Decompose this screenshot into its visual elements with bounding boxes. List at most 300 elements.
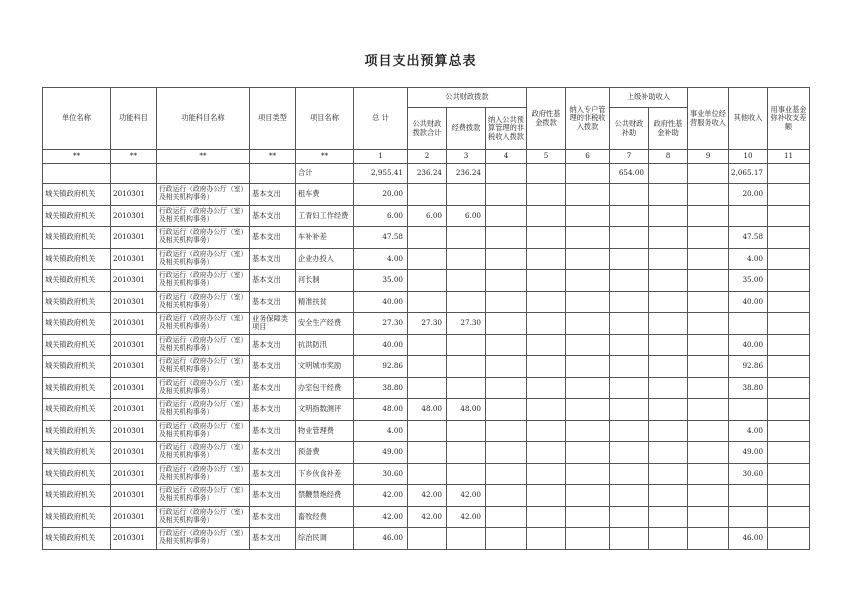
header-func-code: 功能科目 xyxy=(111,88,157,150)
type-cell: 基本支出 xyxy=(250,506,296,528)
header-func-name: 功能科目名称 xyxy=(157,88,250,150)
project-name-cell: 禁鞭禁炮经费 xyxy=(296,485,354,507)
public-subtotal-cell xyxy=(408,528,447,550)
other-income-cell xyxy=(729,399,768,421)
table-row xyxy=(43,184,810,206)
public-subsidy-cell xyxy=(610,313,649,335)
total-cell: 40.00 xyxy=(354,291,408,313)
other-income-cell: 30.60 xyxy=(729,463,768,485)
total-special xyxy=(566,164,610,184)
career-cell xyxy=(688,442,729,464)
special-cell xyxy=(566,420,610,442)
career-fund-cell xyxy=(768,506,810,528)
other-income-cell: 38.80 xyxy=(729,377,768,399)
index-cell: 3 xyxy=(447,150,486,164)
career-cell xyxy=(688,334,729,356)
career-cell xyxy=(688,420,729,442)
func-name-cell: 行政运行（政府办公厅（室）及相关机构事务） xyxy=(157,184,250,206)
budget-managed-cell xyxy=(486,399,527,421)
unit-cell: 城关镇政府机关 xyxy=(43,205,111,227)
budget-managed-cell xyxy=(486,528,527,550)
public-subtotal-cell xyxy=(408,463,447,485)
career-fund-cell xyxy=(768,313,810,335)
gov-fund-cell xyxy=(527,313,566,335)
public-subsidy-cell xyxy=(610,334,649,356)
code-cell: 2010301 xyxy=(111,377,157,399)
special-cell xyxy=(566,248,610,270)
index-cell: 4 xyxy=(486,150,527,164)
total-cell: 47.58 xyxy=(354,227,408,249)
public-subsidy-cell xyxy=(610,420,649,442)
total-unit xyxy=(43,164,111,184)
type-cell: 基本支出 xyxy=(250,399,296,421)
project-name-cell: 车补补差 xyxy=(296,227,354,249)
type-cell: 基本支出 xyxy=(250,463,296,485)
header-gov-fund: 政府性基金拨款 xyxy=(527,88,566,150)
special-cell xyxy=(566,291,610,313)
career-fund-cell xyxy=(768,420,810,442)
index-cell: 10 xyxy=(729,150,768,164)
public-subtotal-cell: 42.00 xyxy=(408,506,447,528)
special-cell xyxy=(566,313,610,335)
public-subtotal-cell xyxy=(408,184,447,206)
expense-cell xyxy=(447,528,486,550)
public-subtotal-cell: 6.00 xyxy=(408,205,447,227)
header-public-subsidy: 公共财政补助 xyxy=(610,108,649,150)
career-fund-cell xyxy=(768,248,810,270)
other-income-cell: 40.00 xyxy=(729,291,768,313)
career-fund-cell xyxy=(768,463,810,485)
fund-subsidy-cell xyxy=(649,528,688,550)
expense-cell xyxy=(447,420,486,442)
career-fund-cell xyxy=(768,291,810,313)
public-subsidy-cell xyxy=(610,506,649,528)
code-cell: 2010301 xyxy=(111,313,157,335)
project-name-cell: 租车费 xyxy=(296,184,354,206)
func-name-cell: 行政运行（政府办公厅（室）及相关机构事务） xyxy=(157,291,250,313)
project-name-cell: 安全生产经费 xyxy=(296,313,354,335)
public-subtotal-cell xyxy=(408,420,447,442)
project-name-cell: 抗洪防汛 xyxy=(296,334,354,356)
code-cell: 2010301 xyxy=(111,442,157,464)
budget-managed-cell xyxy=(486,334,527,356)
gov-fund-cell xyxy=(527,248,566,270)
career-fund-cell xyxy=(768,528,810,550)
expense-cell xyxy=(447,270,486,292)
table-row xyxy=(43,291,810,313)
code-cell: 2010301 xyxy=(111,356,157,378)
code-cell: 2010301 xyxy=(111,420,157,442)
project-name-cell: 精准扶贫 xyxy=(296,291,354,313)
fund-subsidy-cell xyxy=(649,356,688,378)
career-fund-cell xyxy=(768,399,810,421)
index-cell: 6 xyxy=(566,150,610,164)
index-cell: 9 xyxy=(688,150,729,164)
total-cell: 27.30 xyxy=(354,313,408,335)
index-row xyxy=(43,150,810,164)
career-fund-cell xyxy=(768,377,810,399)
career-cell xyxy=(688,399,729,421)
project-name-cell: 综治民调 xyxy=(296,528,354,550)
budget-managed-cell xyxy=(486,291,527,313)
type-cell: 基本支出 xyxy=(250,184,296,206)
index-cell: 11 xyxy=(768,150,810,164)
table-row xyxy=(43,528,810,550)
total-gov-fund xyxy=(527,164,566,184)
fund-subsidy-cell xyxy=(649,291,688,313)
expense-cell xyxy=(447,442,486,464)
public-subtotal-cell xyxy=(408,334,447,356)
career-fund-cell xyxy=(768,334,810,356)
total-row xyxy=(43,164,810,184)
type-cell: 基本支出 xyxy=(250,334,296,356)
header-special-nontax: 纳入专户管理的非税收入拨款 xyxy=(566,88,610,150)
table-row xyxy=(43,463,810,485)
fund-subsidy-cell xyxy=(649,463,688,485)
public-subtotal-cell xyxy=(408,291,447,313)
public-subtotal-cell xyxy=(408,377,447,399)
fund-subsidy-cell xyxy=(649,248,688,270)
other-income-cell xyxy=(729,506,768,528)
unit-cell: 城关镇政府机关 xyxy=(43,248,111,270)
budget-managed-cell xyxy=(486,356,527,378)
public-subsidy-cell xyxy=(610,442,649,464)
public-subsidy-cell xyxy=(610,485,649,507)
other-income-cell: 46.00 xyxy=(729,528,768,550)
header-expense-alloc: 经费拨款 xyxy=(447,108,486,150)
type-cell: 基本支出 xyxy=(250,442,296,464)
expense-cell xyxy=(447,356,486,378)
fund-subsidy-cell xyxy=(649,270,688,292)
career-cell xyxy=(688,356,729,378)
other-income-cell: 49.00 xyxy=(729,442,768,464)
func-name-cell: 行政运行（政府办公厅（室）及相关机构事务） xyxy=(157,528,250,550)
gov-fund-cell xyxy=(527,291,566,313)
func-name-cell: 行政运行（政府办公厅（室）及相关机构事务） xyxy=(157,463,250,485)
other-income-cell: 92.86 xyxy=(729,356,768,378)
other-income-cell: 20.00 xyxy=(729,184,768,206)
total-cell: 35.00 xyxy=(354,270,408,292)
index-cell: 8 xyxy=(649,150,688,164)
expense-cell xyxy=(447,184,486,206)
total-fname xyxy=(157,164,250,184)
fund-subsidy-cell xyxy=(649,377,688,399)
special-cell xyxy=(566,399,610,421)
public-subsidy-cell xyxy=(610,399,649,421)
index-cell: 1 xyxy=(354,150,408,164)
budget-managed-cell xyxy=(486,463,527,485)
special-cell xyxy=(566,377,610,399)
type-cell: 基本支出 xyxy=(250,227,296,249)
public-subtotal-cell: 27.30 xyxy=(408,313,447,335)
total-cell: 20.00 xyxy=(354,184,408,206)
unit-cell: 城关镇政府机关 xyxy=(43,356,111,378)
total-cell: 38.80 xyxy=(354,377,408,399)
public-subsidy-cell xyxy=(610,184,649,206)
type-cell: 基本支出 xyxy=(250,205,296,227)
budget-managed-cell xyxy=(486,442,527,464)
gov-fund-cell xyxy=(527,485,566,507)
func-name-cell: 行政运行（政府办公厅（室）及相关机构事务） xyxy=(157,248,250,270)
public-subsidy-cell xyxy=(610,528,649,550)
project-name-cell: 畜牧经费 xyxy=(296,506,354,528)
career-cell xyxy=(688,205,729,227)
gov-fund-cell xyxy=(527,334,566,356)
total-fund-subsidy xyxy=(649,164,688,184)
career-cell xyxy=(688,227,729,249)
table-row xyxy=(43,227,810,249)
total-cell: 92.86 xyxy=(354,356,408,378)
career-fund-cell xyxy=(768,227,810,249)
career-cell xyxy=(688,270,729,292)
total-expense: 236.24 xyxy=(447,164,486,184)
type-cell: 基本支出 xyxy=(250,356,296,378)
type-cell: 基本支出 xyxy=(250,248,296,270)
total-career xyxy=(688,164,729,184)
func-name-cell: 行政运行（政府办公厅（室）及相关机构事务） xyxy=(157,227,250,249)
gov-fund-cell xyxy=(527,270,566,292)
gov-fund-cell xyxy=(527,442,566,464)
total-cell: 4.00 xyxy=(354,248,408,270)
header-total: 总 计 xyxy=(354,88,408,150)
header-gov-fund-subsidy: 政府性基金补助 xyxy=(649,108,688,150)
unit-cell: 城关镇政府机关 xyxy=(43,420,111,442)
career-fund-cell xyxy=(768,184,810,206)
fund-subsidy-cell xyxy=(649,334,688,356)
fund-subsidy-cell xyxy=(649,485,688,507)
func-name-cell: 行政运行（政府办公厅（室）及相关机构事务） xyxy=(157,442,250,464)
public-subsidy-cell xyxy=(610,463,649,485)
budget-managed-cell xyxy=(486,377,527,399)
code-cell: 2010301 xyxy=(111,270,157,292)
total-cell: 46.00 xyxy=(354,528,408,550)
special-cell xyxy=(566,506,610,528)
table-row xyxy=(43,442,810,464)
gov-fund-cell xyxy=(527,377,566,399)
header-public-fin-subtotal: 公共财政拨款合计 xyxy=(408,108,447,150)
index-cell: ** xyxy=(111,150,157,164)
type-cell: 基本支出 xyxy=(250,420,296,442)
code-cell: 2010301 xyxy=(111,334,157,356)
unit-cell: 城关镇政府机关 xyxy=(43,485,111,507)
expense-cell xyxy=(447,463,486,485)
code-cell: 2010301 xyxy=(111,227,157,249)
table-row xyxy=(43,270,810,292)
func-name-cell: 行政运行（政府办公厅（室）及相关机构事务） xyxy=(157,399,250,421)
header-proj-name: 项目名称 xyxy=(296,88,354,150)
code-cell: 2010301 xyxy=(111,399,157,421)
other-income-cell xyxy=(729,313,768,335)
other-income-cell: 40.00 xyxy=(729,334,768,356)
unit-cell: 城关镇政府机关 xyxy=(43,291,111,313)
project-name-cell: 文明指数测评 xyxy=(296,399,354,421)
index-cell: 5 xyxy=(527,150,566,164)
unit-cell: 城关镇政府机关 xyxy=(43,227,111,249)
expense-cell: 42.00 xyxy=(447,485,486,507)
career-fund-cell xyxy=(768,205,810,227)
public-subsidy-cell xyxy=(610,227,649,249)
unit-cell: 城关镇政府机关 xyxy=(43,184,111,206)
project-name-cell: 预备费 xyxy=(296,442,354,464)
public-subtotal-cell: 42.00 xyxy=(408,485,447,507)
table-row xyxy=(43,485,810,507)
total-cell: 48.00 xyxy=(354,399,408,421)
gov-fund-cell xyxy=(527,463,566,485)
career-cell xyxy=(688,463,729,485)
special-cell xyxy=(566,270,610,292)
func-name-cell: 行政运行（政府办公厅（室）及相关机构事务） xyxy=(157,356,250,378)
public-subtotal-cell xyxy=(408,227,447,249)
code-cell: 2010301 xyxy=(111,205,157,227)
expense-cell: 6.00 xyxy=(447,205,486,227)
type-cell: 基本支出 xyxy=(250,528,296,550)
fund-subsidy-cell xyxy=(649,442,688,464)
code-cell: 2010301 xyxy=(111,485,157,507)
gov-fund-cell xyxy=(527,528,566,550)
total-cell: 42.00 xyxy=(354,506,408,528)
code-cell: 2010301 xyxy=(111,291,157,313)
fund-subsidy-cell xyxy=(649,227,688,249)
expense-cell xyxy=(447,291,486,313)
index-cell: 7 xyxy=(610,150,649,164)
project-name-cell: 工青妇工作经费 xyxy=(296,205,354,227)
unit-cell: 城关镇政府机关 xyxy=(43,313,111,335)
public-subtotal-cell xyxy=(408,270,447,292)
type-cell: 基本支出 xyxy=(250,485,296,507)
career-cell xyxy=(688,485,729,507)
expense-cell xyxy=(447,248,486,270)
public-subtotal-cell: 48.00 xyxy=(408,399,447,421)
fund-subsidy-cell xyxy=(649,420,688,442)
gov-fund-cell xyxy=(527,506,566,528)
public-subsidy-cell xyxy=(610,248,649,270)
code-cell: 2010301 xyxy=(111,248,157,270)
budget-managed-cell xyxy=(486,420,527,442)
other-income-cell xyxy=(729,485,768,507)
unit-cell: 城关镇政府机关 xyxy=(43,334,111,356)
public-subtotal-cell xyxy=(408,248,447,270)
gov-fund-cell xyxy=(527,399,566,421)
type-cell: 基本支出 xyxy=(250,270,296,292)
career-fund-cell xyxy=(768,442,810,464)
budget-managed-cell xyxy=(486,227,527,249)
public-subtotal-cell xyxy=(408,442,447,464)
other-income-cell: 47.58 xyxy=(729,227,768,249)
expense-cell xyxy=(447,227,486,249)
special-cell xyxy=(566,528,610,550)
special-cell xyxy=(566,184,610,206)
budget-table xyxy=(42,87,810,550)
index-cell: ** xyxy=(157,150,250,164)
budget-managed-cell xyxy=(486,248,527,270)
project-name-cell: 物业管理费 xyxy=(296,420,354,442)
total-label: 合计 xyxy=(296,164,354,184)
table-row xyxy=(43,205,810,227)
budget-managed-cell xyxy=(486,485,527,507)
unit-cell: 城关镇政府机关 xyxy=(43,463,111,485)
type-cell: 基本支出 xyxy=(250,291,296,313)
career-cell xyxy=(688,313,729,335)
career-cell xyxy=(688,528,729,550)
special-cell xyxy=(566,334,610,356)
unit-cell: 城关镇政府机关 xyxy=(43,442,111,464)
table-row xyxy=(43,334,810,356)
total-code xyxy=(111,164,157,184)
career-fund-cell xyxy=(768,485,810,507)
index-cell: ** xyxy=(250,150,296,164)
header-proj-type: 项目类型 xyxy=(250,88,296,150)
special-cell xyxy=(566,227,610,249)
table-row xyxy=(43,399,810,421)
expense-cell: 27.30 xyxy=(447,313,486,335)
fund-subsidy-cell xyxy=(649,506,688,528)
budget-managed-cell xyxy=(486,313,527,335)
project-name-cell: 河长制 xyxy=(296,270,354,292)
unit-cell: 城关镇政府机关 xyxy=(43,377,111,399)
public-subtotal-cell xyxy=(408,356,447,378)
code-cell: 2010301 xyxy=(111,463,157,485)
type-cell: 基本支出 xyxy=(250,377,296,399)
project-name-cell: 企业办投入 xyxy=(296,248,354,270)
gov-fund-cell xyxy=(527,356,566,378)
career-cell xyxy=(688,377,729,399)
table-row xyxy=(43,420,810,442)
unit-cell: 城关镇政府机关 xyxy=(43,528,111,550)
special-cell xyxy=(566,442,610,464)
func-name-cell: 行政运行（政府办公厅（室）及相关机构事务） xyxy=(157,506,250,528)
func-name-cell: 行政运行（政府办公厅（室）及相关机构事务） xyxy=(157,205,250,227)
career-fund-cell xyxy=(768,356,810,378)
special-cell xyxy=(566,463,610,485)
expense-cell xyxy=(447,377,486,399)
gov-fund-cell xyxy=(527,227,566,249)
code-cell: 2010301 xyxy=(111,506,157,528)
fund-subsidy-cell xyxy=(649,313,688,335)
other-income-cell: 4.00 xyxy=(729,420,768,442)
gov-fund-cell xyxy=(527,420,566,442)
total-type xyxy=(250,164,296,184)
table-row xyxy=(43,248,810,270)
type-cell: 业务保障类项目 xyxy=(250,313,296,335)
public-subsidy-cell xyxy=(610,291,649,313)
expense-cell: 42.00 xyxy=(447,506,486,528)
total-other: 2,065.17 xyxy=(729,164,768,184)
index-cell: 2 xyxy=(408,150,447,164)
header-public-fin-group: 公共财政拨款 xyxy=(408,88,527,108)
func-name-cell: 行政运行（政府办公厅（室）及相关机构事务） xyxy=(157,420,250,442)
budget-managed-cell xyxy=(486,205,527,227)
other-income-cell xyxy=(729,205,768,227)
total-cell: 40.00 xyxy=(354,334,408,356)
table-row xyxy=(43,313,810,335)
other-income-cell: 4.00 xyxy=(729,248,768,270)
special-cell xyxy=(566,356,610,378)
total-public-subsidy: 654.00 xyxy=(610,164,649,184)
budget-managed-cell xyxy=(486,270,527,292)
index-cell: ** xyxy=(296,150,354,164)
total-subtotal: 236.24 xyxy=(408,164,447,184)
career-cell xyxy=(688,506,729,528)
fund-subsidy-cell xyxy=(649,205,688,227)
func-name-cell: 行政运行（政府办公厅（室）及相关机构事务） xyxy=(157,313,250,335)
total-career-fund xyxy=(768,164,810,184)
page-title: 项目支出预算总表 xyxy=(364,54,477,69)
project-name-cell: 文明城市奖励 xyxy=(296,356,354,378)
unit-cell: 城关镇政府机关 xyxy=(43,270,111,292)
func-name-cell: 行政运行（政府办公厅（室）及相关机构事务） xyxy=(157,334,250,356)
table-row xyxy=(43,377,810,399)
public-subsidy-cell xyxy=(610,356,649,378)
